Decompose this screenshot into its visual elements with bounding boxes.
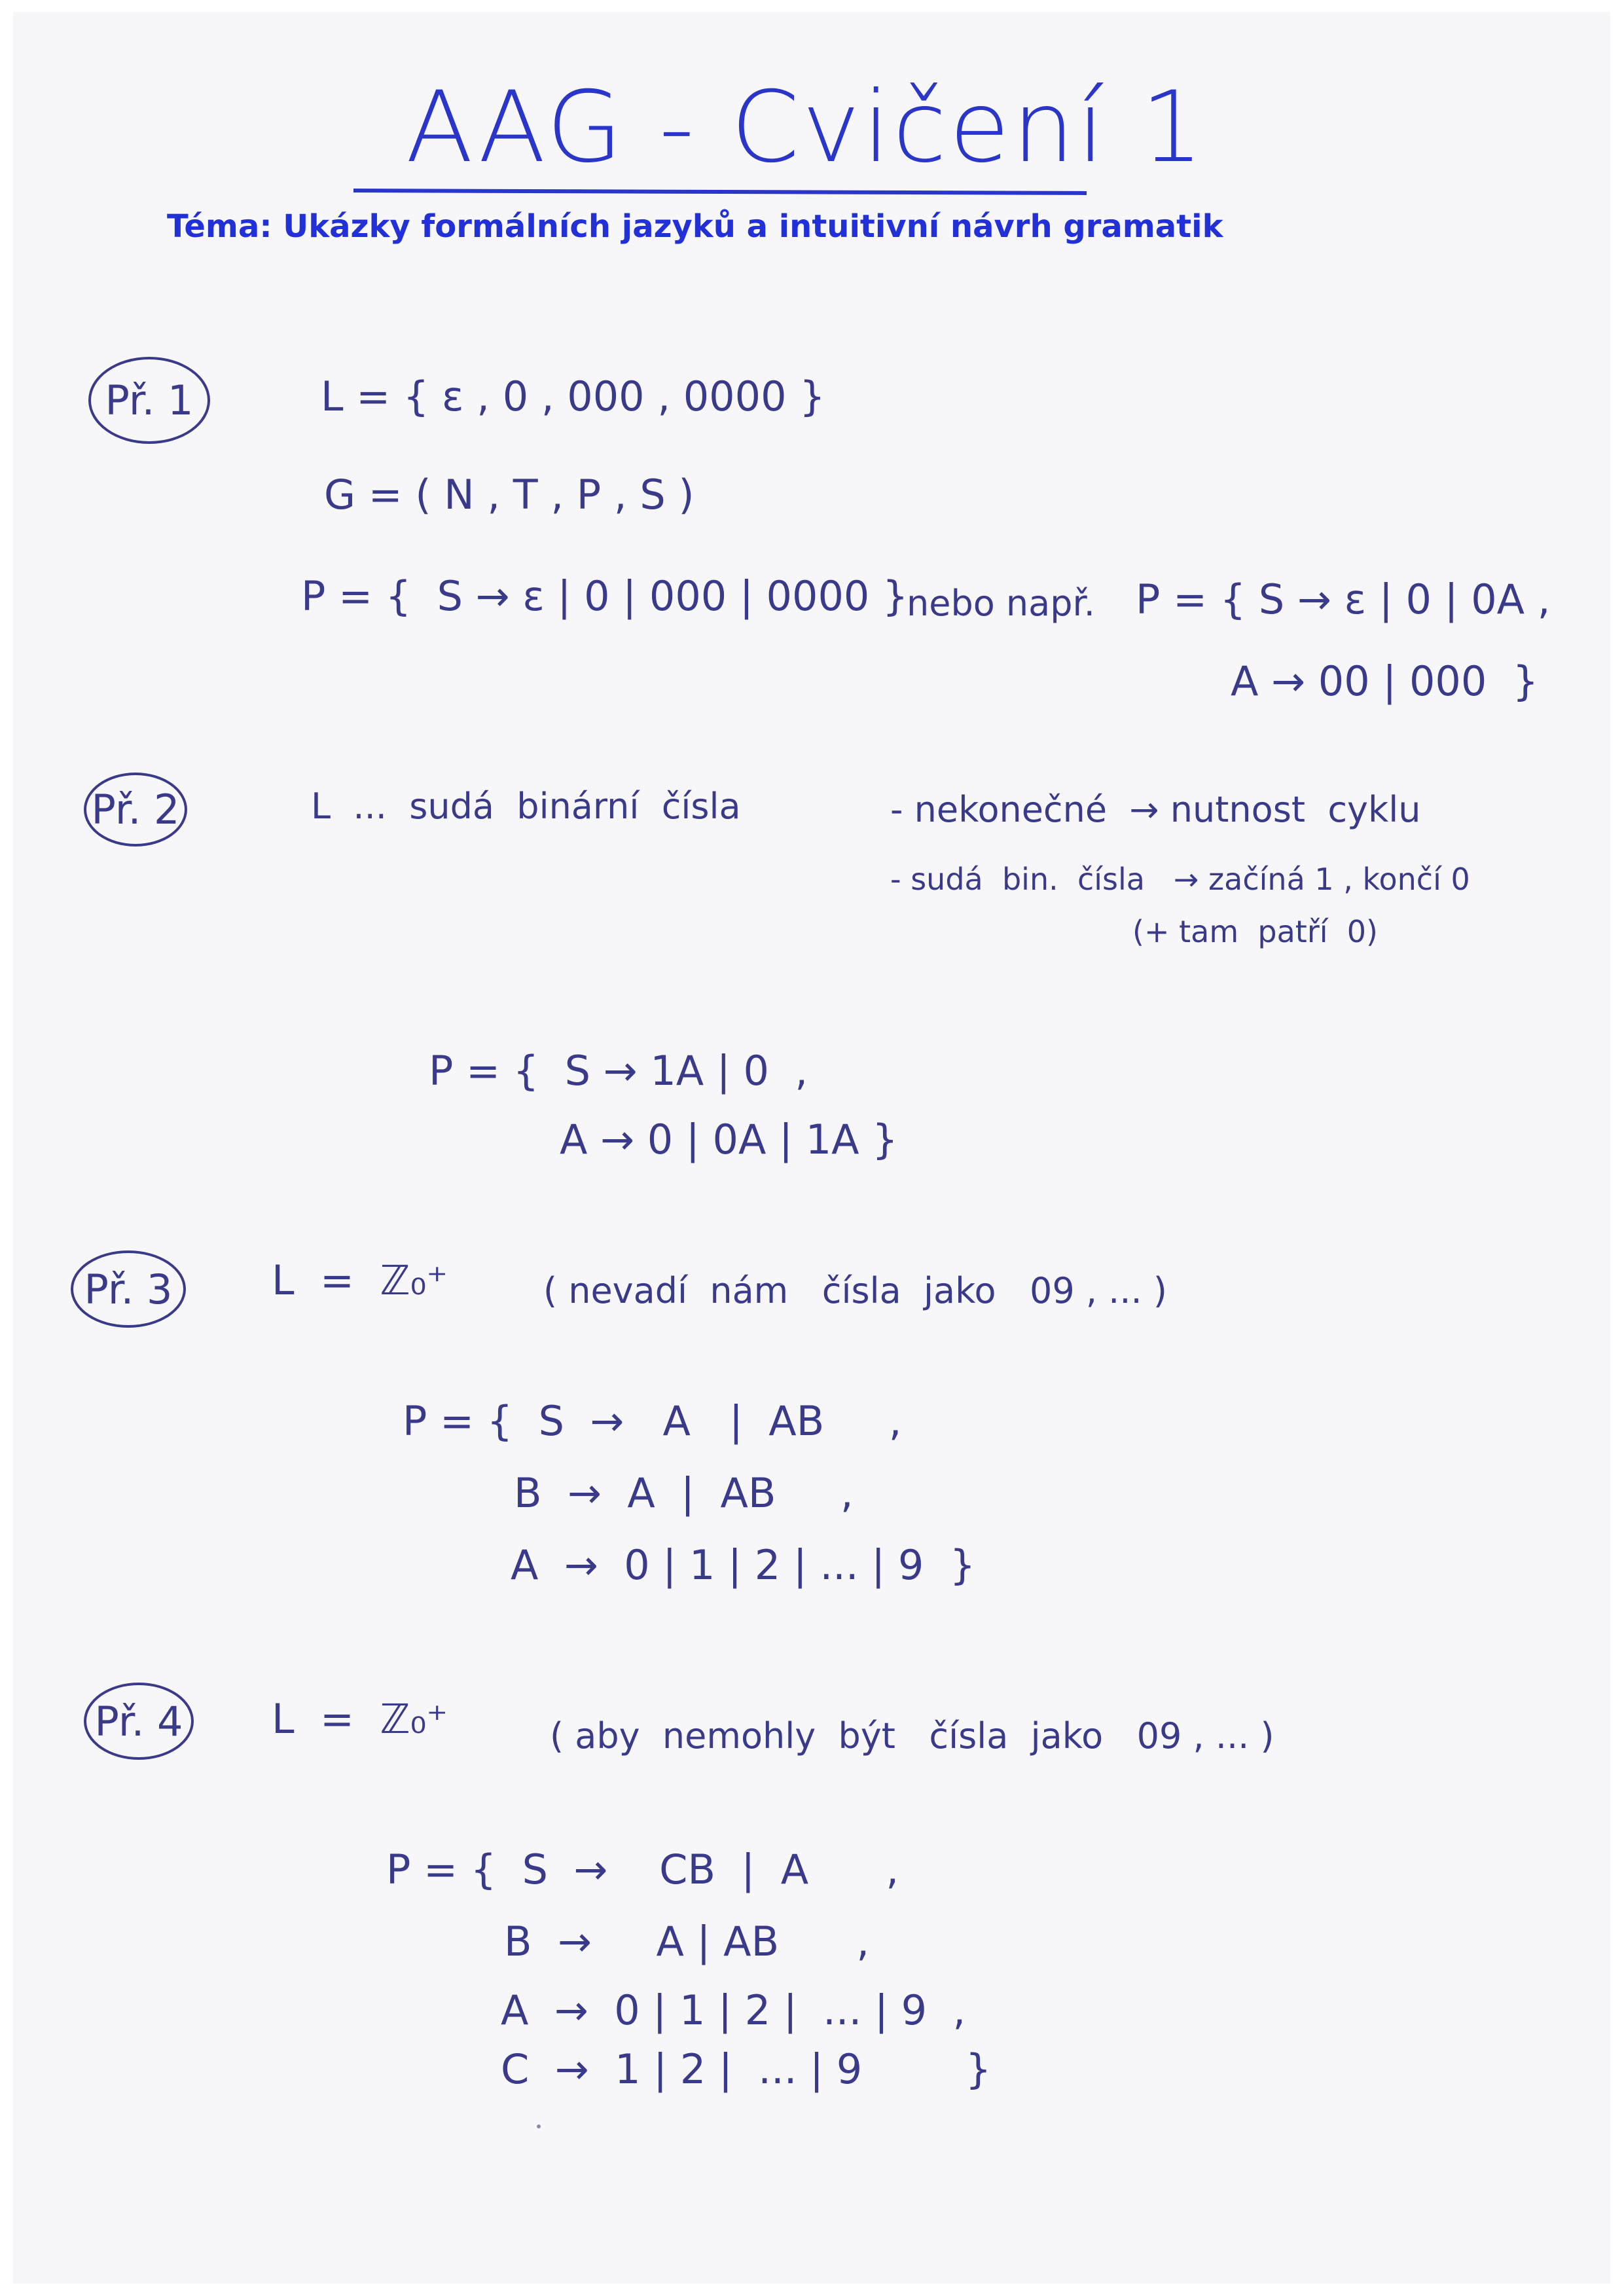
example-2-badge xyxy=(84,773,187,847)
example-3-language: L = ℤ₀⁺ xyxy=(272,1256,448,1304)
example-4-rule-1: P = { S → CB | A , xyxy=(386,1846,899,1893)
example-4-rule-2: B → A | AB , xyxy=(504,1918,870,1965)
example-2-note-2: - sudá bin. čísla → začíná 1 , končí 0 xyxy=(890,862,1470,897)
example-1-alt-rule-1: P = { S → ε | 0 | 0A , xyxy=(1136,575,1551,623)
example-4-badge-label: Př. 4 xyxy=(94,1697,183,1745)
example-3-rule-3: A → 0 | 1 | 2 | ... | 9 } xyxy=(511,1541,976,1589)
example-3-note: ( nevadí nám čísla jako 09 , ... ) xyxy=(543,1270,1167,1311)
example-3-rule-2: B → A | AB , xyxy=(514,1469,854,1517)
example-4-language: L = ℤ₀⁺ xyxy=(272,1695,448,1743)
example-2-rule-1: P = { S → 1A | 0 , xyxy=(429,1047,808,1095)
example-1-language: L = { ε , 0 , 000 , 0000 } xyxy=(321,373,825,420)
example-1-productions: P = { S → ε | 0 | 000 | 0000 } xyxy=(301,572,909,620)
example-2-badge-label: Př. 2 xyxy=(91,786,180,833)
example-3-badge-label: Př. 3 xyxy=(84,1265,173,1313)
example-4-rule-4: C → 1 | 2 | ... | 9 } xyxy=(501,2045,992,2093)
example-2-note-3: (+ tam patří 0) xyxy=(1132,914,1378,949)
example-4-badge xyxy=(84,1683,194,1760)
example-2-language: L ... sudá binární čísla xyxy=(311,786,741,827)
example-1-alt-rule-2: A → 00 | 000 } xyxy=(1231,657,1539,705)
example-3-badge xyxy=(71,1250,186,1328)
example-1-badge xyxy=(88,357,210,444)
example-1-badge-label: Př. 1 xyxy=(105,376,194,424)
page-subtitle: Téma: Ukázky formálních jazyků a intuitivní návrh gramatik xyxy=(167,208,1223,245)
example-1-grammar: G = ( N , T , P , S ) xyxy=(324,471,695,519)
example-2-rule-2: A → 0 | 0A | 1A } xyxy=(560,1116,898,1163)
page-title: AAG - Cvičení 1 xyxy=(406,71,1206,185)
pencil-dot xyxy=(537,2124,541,2128)
example-4-rule-3: A → 0 | 1 | 2 | ... | 9 , xyxy=(501,1986,966,2034)
example-2-note-1: - nekonečné → nutnost cyklu xyxy=(890,789,1421,830)
example-3-rule-1: P = { S → A | AB , xyxy=(403,1397,902,1445)
example-1-alt-label: nebo např. xyxy=(907,583,1095,624)
example-4-note: ( aby nemohly být čísla jako 09 , ... ) xyxy=(550,1715,1274,1757)
